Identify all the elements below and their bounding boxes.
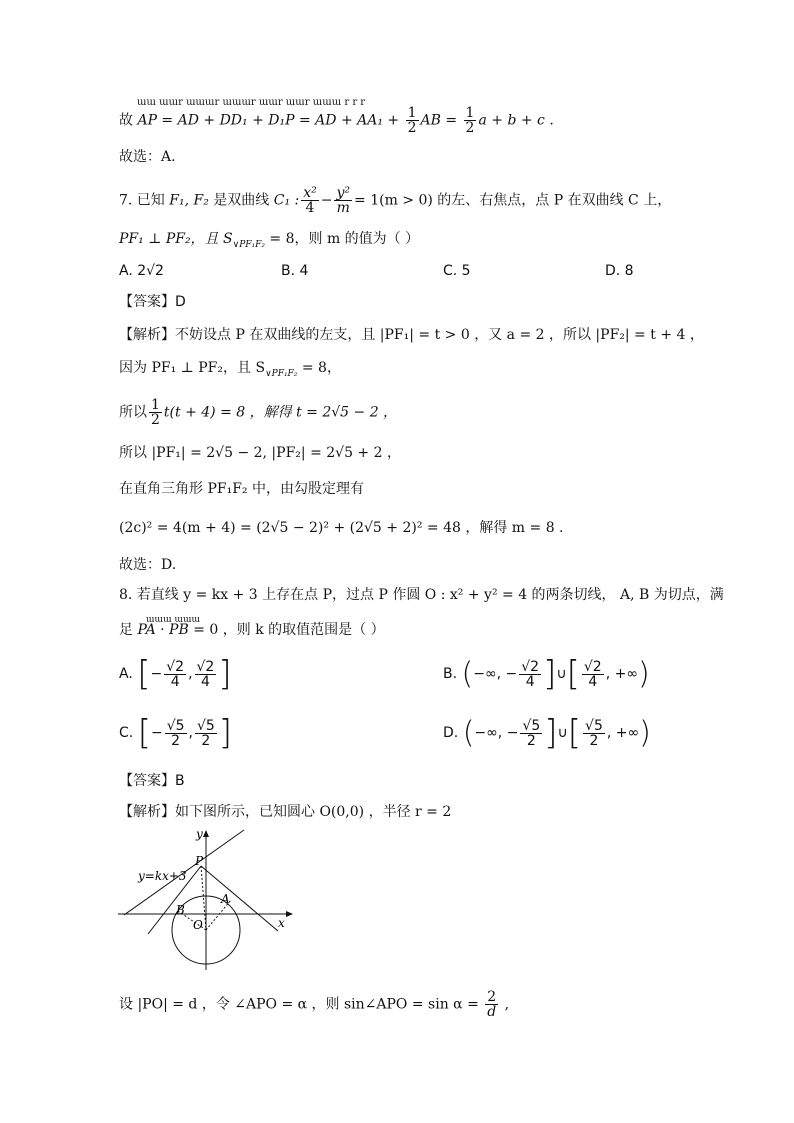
- q7-sol3-frac: [149, 398, 162, 427]
- frac-den: 2: [201, 732, 211, 749]
- q7-sol2-text: 因为 PF₁ ⊥ PF₂，且 S: [119, 360, 266, 376]
- q8-line2-lead: 足: [119, 622, 138, 638]
- q7-frac-y: [334, 186, 352, 215]
- frac-num: √5: [585, 717, 603, 734]
- q7-sol2-sub: ∨PF₁F₂: [265, 369, 298, 379]
- bracket-open: [: [567, 713, 582, 753]
- x-axis-arrow: [286, 911, 293, 917]
- q7-answer: 【答案】D: [119, 294, 186, 310]
- q7-text: 是双曲线: [208, 192, 274, 209]
- label-b: B: [176, 903, 185, 917]
- q8-dot-product: PA · PB: [137, 622, 189, 638]
- frac-den: 4: [525, 673, 535, 690]
- q7-solution-1: 【解析】不妨设点 P 在双曲线的左支，且 |PF₁| = t > 0 ，又 a = 2 ，所以 |PF₂| = t + 4 ，: [119, 327, 704, 343]
- paren-close: ): [638, 656, 650, 692]
- q8-last-frac: [485, 990, 498, 1019]
- paren-open: (: [462, 715, 475, 751]
- q8-question: = 0 ，则 k 的取值范围是（ ）: [188, 622, 385, 638]
- opt-label: D.: [443, 725, 459, 741]
- union-sign: ∪: [557, 725, 568, 741]
- frac-den: 2: [589, 732, 599, 749]
- bracket-close: ]: [543, 654, 557, 694]
- q7-solution-2: [119, 358, 341, 384]
- frac-den: 4: [305, 200, 315, 216]
- q7-sol2-end: = 8，: [297, 360, 341, 376]
- frac-num: √5: [166, 717, 185, 734]
- q8-last-text: 设 |PO| = d ，令 ∠APO = α ，则 sin∠APO = sin α =: [119, 996, 484, 1013]
- label-x: x: [278, 916, 285, 930]
- q8-solution-last: [119, 990, 509, 1019]
- union-sign: ∪: [556, 666, 567, 682]
- q8-option-d: [443, 713, 651, 753]
- fraction-half: [406, 106, 419, 135]
- frac-den: 4: [588, 673, 598, 690]
- equation-lead: 故: [119, 112, 133, 129]
- q7-foci: F₁, F₂: [169, 192, 209, 209]
- label-y: y: [196, 828, 203, 841]
- frac: [519, 660, 541, 689]
- q7-solution-3: [119, 398, 397, 427]
- q8-vector-overmarks: ɯɯɯ ɯɯɯ: [146, 615, 201, 625]
- q7-option-c: C. 5: [443, 263, 471, 279]
- frac-num: x²: [303, 185, 317, 201]
- frac: [195, 660, 217, 689]
- q8-answer: 【答案】B: [119, 773, 185, 789]
- frac-den: 2: [151, 412, 160, 428]
- frac: [520, 719, 542, 748]
- frac: [165, 719, 187, 748]
- q7-stem-line1: 7. 已知 F₁, F₂ 是双曲线 C₁ : $\frac{\text{x²}}{4}$ − $\frac{\text{y²}}{m}$ = 1(m > 0) 的左、右焦点，点 P 在双曲线 C 上，: [119, 185, 672, 216]
- frac-num: √5: [196, 717, 215, 734]
- vector-equation: [119, 106, 554, 135]
- q7-solution-7: 故选：D.: [119, 557, 177, 573]
- frac-num: 1: [151, 397, 160, 413]
- bracket-open: [: [137, 654, 151, 694]
- frac-num: 1: [465, 105, 475, 121]
- frac-num: √2: [166, 658, 185, 675]
- q7-sol3-eq: t(t + 4) = 8 ，解得 t = 2√5 − 2 ，: [163, 404, 398, 421]
- frac-num: √5: [522, 717, 541, 734]
- paren-open: (: [461, 656, 474, 692]
- q7-solution-6: (2c)² = 4(m + 4) = (2√5 − 2)² + (2√5 + 2)² = 48 ，解得 m = 8 .: [119, 520, 564, 536]
- neg-inf: −∞, −: [473, 666, 518, 682]
- frac-den: d: [487, 1004, 497, 1020]
- q7-text-2: = 1(m > 0) 的左、右焦点，点 P 在双曲线 C 上，: [354, 192, 672, 209]
- q7-condition: PF₁ ⊥ PF₂，且 S: [119, 231, 233, 247]
- frac: [583, 719, 605, 748]
- pos-inf: , +∞: [606, 725, 640, 741]
- q7-option-b: B. 4: [281, 263, 309, 279]
- frac-num: 1: [407, 105, 417, 121]
- neg-sign: −: [150, 666, 163, 682]
- q8-option-a: [119, 654, 232, 694]
- q8-stem-line1: 8. 若直线 y = kx + 3 上存在点 P，过点 P 作圆 O : x² + y² = 4 的两条切线， A, B 为切点，满: [119, 587, 724, 603]
- q7-question: = 8，则 m 的值为（ ）: [264, 231, 420, 247]
- q8-last-end: ,: [500, 996, 510, 1013]
- bracket-close: ]: [218, 654, 232, 694]
- bracket-open: [: [137, 713, 151, 753]
- q7-area-sub: ∨PF₁F₂: [232, 240, 265, 250]
- neg-inf: −∞, −: [474, 725, 519, 741]
- y-axis-arrow: [203, 830, 209, 837]
- fraction-half-2: [464, 106, 477, 135]
- equation-ab: AB =: [420, 112, 462, 129]
- q7-stem-line2: [119, 229, 419, 255]
- frac-num: √2: [583, 658, 602, 675]
- q7-frac-x: [301, 186, 319, 215]
- opt-label: C.: [119, 725, 134, 741]
- opt-label: A.: [119, 666, 133, 682]
- frac-den: 2: [171, 732, 181, 749]
- frac-num: y²: [336, 185, 351, 201]
- bracket-close: ]: [544, 713, 558, 753]
- frac-den: 2: [407, 120, 417, 136]
- q7-option-d: D. 8: [605, 263, 634, 279]
- neg-sign: −: [150, 725, 163, 741]
- line-label: y=kx+3: [138, 869, 187, 883]
- q8-option-b: [443, 654, 650, 694]
- opt-label: B.: [443, 666, 458, 682]
- comma: ,: [188, 725, 193, 741]
- q7-curve-name: C₁ :: [273, 192, 300, 209]
- q7-option-a: A. 2√2: [119, 263, 164, 279]
- frac-num: √2: [196, 658, 215, 675]
- frac-num: √2: [521, 658, 540, 675]
- pos-inf: , +∞: [605, 666, 638, 682]
- q7-sol3-lead: 所以: [119, 404, 147, 421]
- equation-abc: a + b + c .: [478, 112, 554, 129]
- label-o: O: [193, 918, 203, 932]
- equation-body: AP = AD + DD₁ + D₁P = AD + AA₁ +: [137, 112, 404, 129]
- frac-num: 2: [485, 990, 498, 1005]
- frac-den: m: [336, 200, 350, 216]
- frac-den: 2: [526, 732, 536, 749]
- frac: [582, 660, 604, 689]
- q8-stem-line2: [119, 620, 385, 640]
- tangent-pa: [201, 866, 278, 931]
- bracket-close: ]: [218, 713, 233, 753]
- q7-solution-4: 所以 |PF₁| = 2√5 − 2, |PF₂| = 2√5 + 2 ，: [119, 445, 401, 461]
- frac-den: 2: [465, 120, 475, 136]
- choice-a-line: 故选：A.: [119, 149, 176, 165]
- frac-den: 4: [170, 673, 180, 690]
- label-a: A: [221, 892, 230, 906]
- vector-overmarks: ɯɯ ɯɯr ɯɯɯr ɯɯɯr ɯɯr ɯɯr ɯɯɯ r r r: [137, 97, 366, 108]
- q8-option-c: [119, 713, 232, 753]
- paren-close: ): [639, 715, 651, 751]
- bracket-open: [: [566, 654, 580, 694]
- frac: [164, 660, 186, 689]
- tangent-circle-figure: [118, 828, 298, 973]
- q7-number: 7. 已知: [119, 192, 170, 209]
- q7-solution-5: 在直角三角形 PF₁F₂ 中，由勾股定理有: [119, 481, 364, 497]
- frac-den: 4: [200, 673, 210, 690]
- q8-solution-1: 【解析】如下图所示，已知圆心 O(0,0) ，半径 r = 2: [119, 804, 452, 820]
- frac: [195, 719, 217, 748]
- comma: ,: [188, 666, 193, 682]
- label-p: P: [195, 854, 204, 868]
